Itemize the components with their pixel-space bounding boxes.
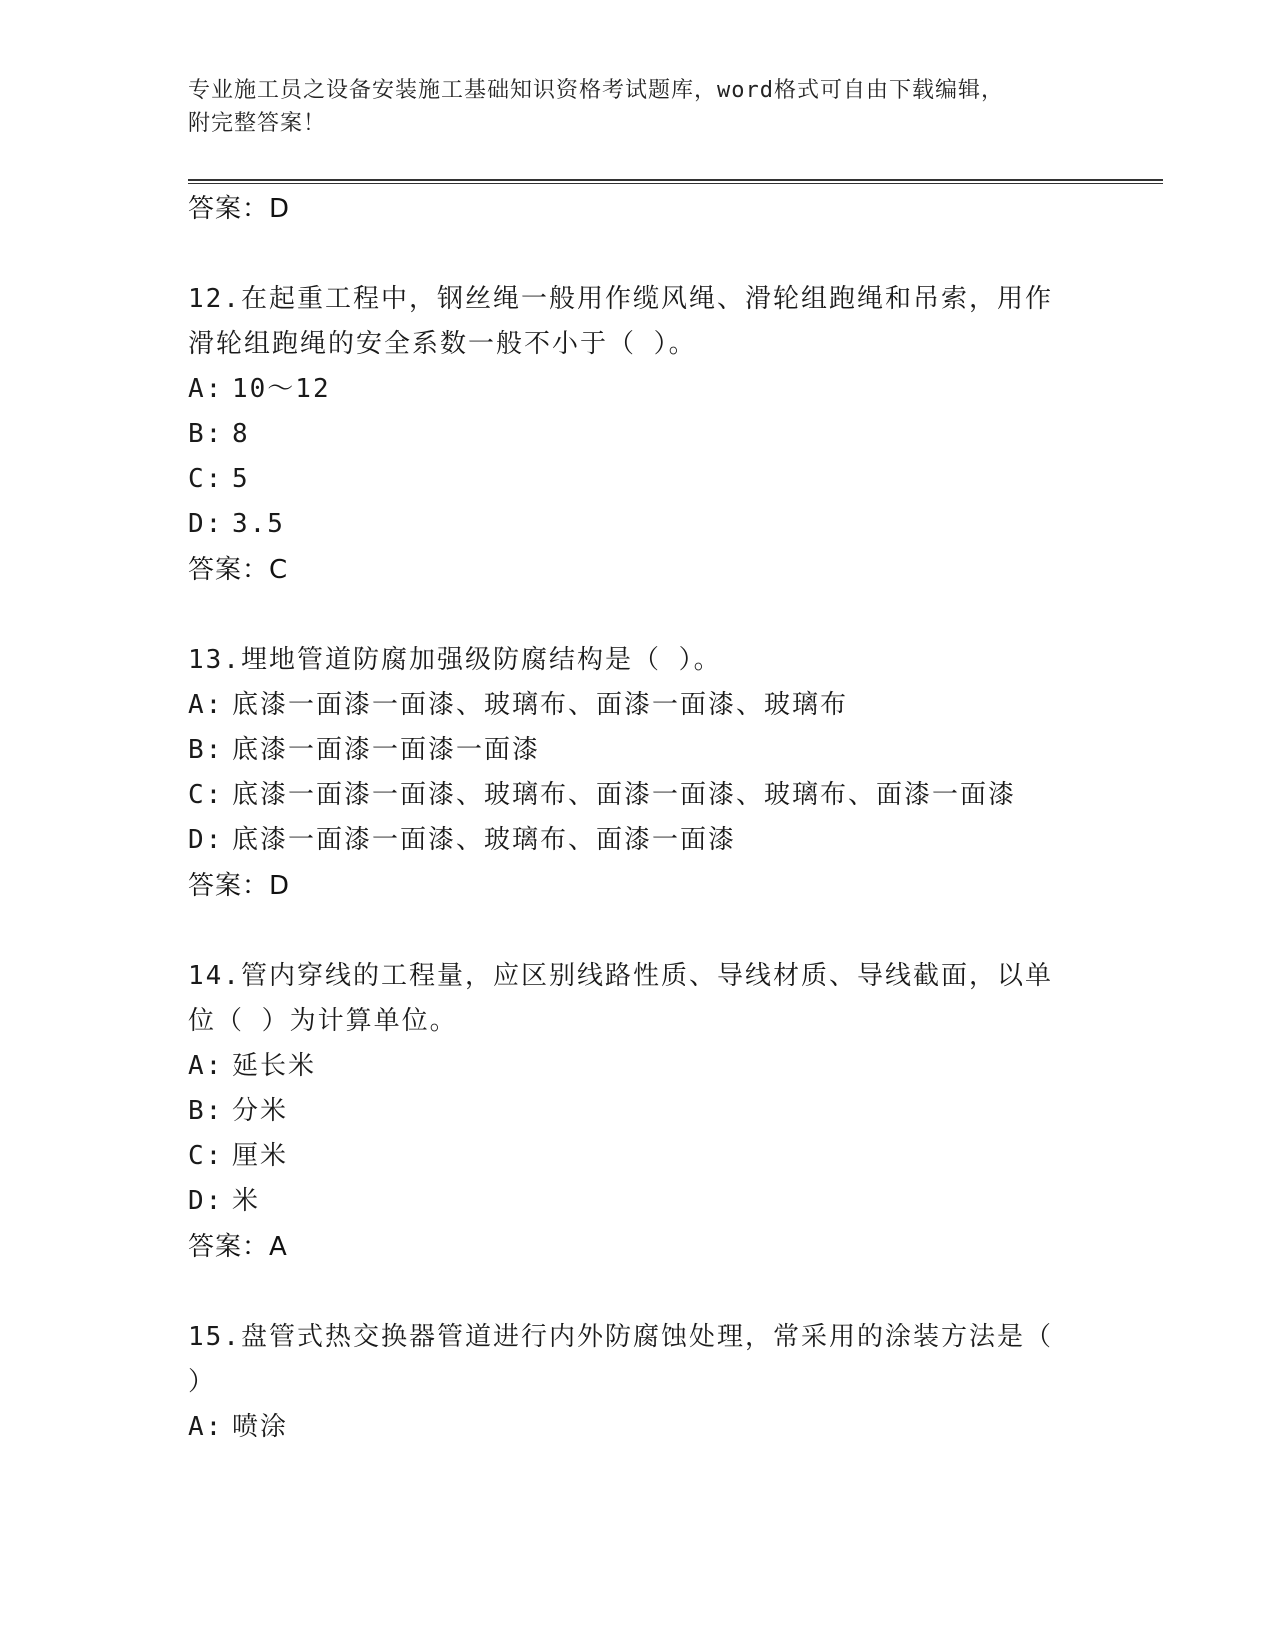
option-text: 分米: [232, 1096, 289, 1126]
answer-label: 答案：C: [188, 555, 289, 585]
option-c: [188, 1134, 1088, 1179]
option-letter: C:: [188, 780, 224, 810]
option-d: [188, 818, 1088, 863]
option-text: 底漆一面漆一面漆、玻璃布、面漆一面漆、玻璃布: [232, 690, 849, 720]
option-a: [188, 683, 1088, 728]
question-stem-line: 14.管内穿线的工程量，应区别线路性质、导线材质、导线截面，以单: [188, 961, 1053, 991]
option-letter: D:: [188, 1186, 224, 1216]
option-letter: B:: [188, 735, 224, 765]
header-title-line-1: 专业施工员之设备安装施工基础知识资格考试题库，word格式可自由下载编辑，: [188, 78, 1004, 103]
question-13: [188, 638, 1088, 909]
option-text: 底漆一面漆一面漆、玻璃布、面漆一面漆: [232, 825, 737, 855]
option-letter: D:: [188, 825, 224, 855]
question-stem-line: ）: [188, 1367, 217, 1397]
option-text: 厘米: [232, 1141, 289, 1171]
option-letter: A:: [188, 690, 224, 720]
option-c: [188, 457, 1088, 502]
question-stem-line: 13.埋地管道防腐加强级防腐结构是（ ）。: [188, 645, 722, 675]
option-d: [188, 1179, 1088, 1224]
option-letter: C:: [188, 1141, 224, 1171]
option-text: 米: [232, 1186, 261, 1216]
option-a: [188, 1044, 1088, 1089]
option-text: 8: [232, 419, 250, 449]
header-divider: [188, 179, 1163, 184]
option-letter: B:: [188, 1096, 224, 1126]
option-text: 3.5: [232, 509, 285, 539]
option-letter: A:: [188, 1051, 224, 1081]
question-stem-line: 15.盘管式热交换器管道进行内外防腐蚀处理，常采用的涂装方法是（: [188, 1322, 1053, 1352]
option-d: [188, 502, 1088, 547]
option-a: [188, 1405, 1088, 1450]
answer-label: 答案：D: [188, 871, 291, 901]
document-header: [188, 74, 1088, 140]
spacer: [188, 909, 1088, 954]
option-text: 底漆一面漆一面漆、玻璃布、面漆一面漆、玻璃布、面漆一面漆: [232, 780, 1017, 810]
question-15: [188, 1315, 1088, 1450]
question-14: [188, 954, 1088, 1270]
question-list: [188, 186, 1088, 1450]
option-letter: B:: [188, 419, 224, 449]
option-letter: D:: [188, 509, 224, 539]
spacer: [188, 1270, 1088, 1315]
option-letter: C:: [188, 464, 224, 494]
option-letter: A:: [188, 374, 224, 404]
question-stem-line: 位（ ）为计算单位。: [188, 1006, 458, 1036]
option-b: [188, 412, 1088, 457]
option-c: [188, 773, 1088, 818]
answer-label: 答案：A: [188, 1232, 288, 1262]
answer-label: 答案：D: [188, 194, 291, 224]
option-letter: A:: [188, 1412, 224, 1442]
question-stem-line: 12.在起重工程中，钢丝绳一般用作缆风绳、滑轮组跑绳和吊索，用作: [188, 284, 1053, 314]
question-12: [188, 277, 1088, 593]
option-text: 5: [232, 464, 250, 494]
question-stem-line: 滑轮组跑绳的安全系数一般不小于（ ）。: [188, 329, 697, 359]
option-text: 延长米: [232, 1051, 317, 1081]
spacer: [188, 232, 1088, 277]
option-text: 10～12: [232, 374, 331, 404]
option-b: [188, 1089, 1088, 1134]
option-text: 喷涂: [232, 1412, 289, 1442]
spacer: [188, 593, 1088, 638]
option-a: [188, 367, 1088, 412]
option-text: 底漆一面漆一面漆一面漆: [232, 735, 541, 765]
header-title-line-2: 附完整答案！: [188, 111, 327, 136]
option-b: [188, 728, 1088, 773]
